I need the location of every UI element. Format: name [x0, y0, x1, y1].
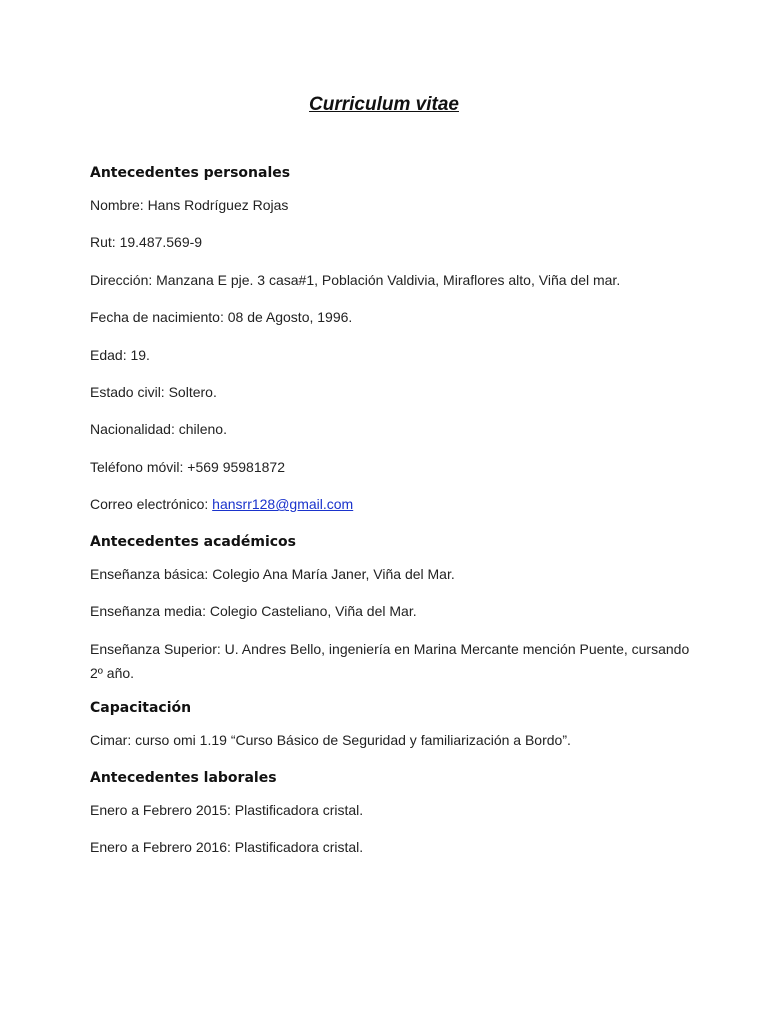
- direccion-line: Dirección: Manzana E pje. 3 casa#1, Población Valdivia, Miraflores alto, Viña del mar.: [90, 271, 621, 288]
- fecha-nacimiento-line: Fecha de nacimiento: 08 de Agosto, 1996.: [90, 309, 353, 326]
- training-heading: Capacitación: [90, 700, 192, 717]
- job-line-2: Enero a Febrero 2016: Plastificadora cristal.: [90, 839, 364, 856]
- estado-civil-line: Estado civil: Soltero.: [90, 383, 217, 400]
- job-line-1: Enero a Febrero 2015: Plastificadora cristal.: [90, 801, 364, 818]
- academic-section: [90, 531, 690, 686]
- email-link[interactable]: hansrr128@gmail.com: [212, 496, 354, 513]
- nacionalidad-line: Nacionalidad: chileno.: [90, 421, 227, 438]
- training-section: [90, 697, 690, 751]
- academic-heading: Antecedentes académicos: [90, 533, 297, 550]
- personal-heading: Antecedentes personales: [90, 165, 291, 181]
- superior-line: Enseñanza Superior: U. Andres Bello, ingeniería en Marina Mercante mención Puente, cursando 2º año.: [90, 641, 690, 682]
- correo-label: Correo electrónico:: [90, 496, 213, 513]
- nombre-line: Nombre: Hans Rodríguez Rojas: [90, 197, 289, 213]
- telefono-line: Teléfono móvil: +569 95981872: [90, 458, 285, 475]
- correo-line: [90, 493, 690, 515]
- edad-line: Edad: 19.: [90, 346, 150, 363]
- basica-line: Enseñanza básica: Colegio Ana María Janer, Viña del Mar.: [90, 565, 455, 582]
- cimar-line: Cimar: curso omi 1.19 “Curso Básico de Seguridad y familiarización a Bordo”.: [90, 732, 571, 749]
- cv-content: [90, 162, 690, 873]
- work-section: [90, 767, 690, 858]
- rut-line: Rut: 19.487.569-9: [90, 234, 203, 251]
- page-title: Curriculum vitae: [309, 94, 459, 115]
- personal-section: [90, 162, 690, 515]
- media-line: Enseñanza media: Colegio Casteliano, Viña del Mar.: [90, 602, 417, 619]
- work-heading: Antecedentes laborales: [90, 769, 277, 786]
